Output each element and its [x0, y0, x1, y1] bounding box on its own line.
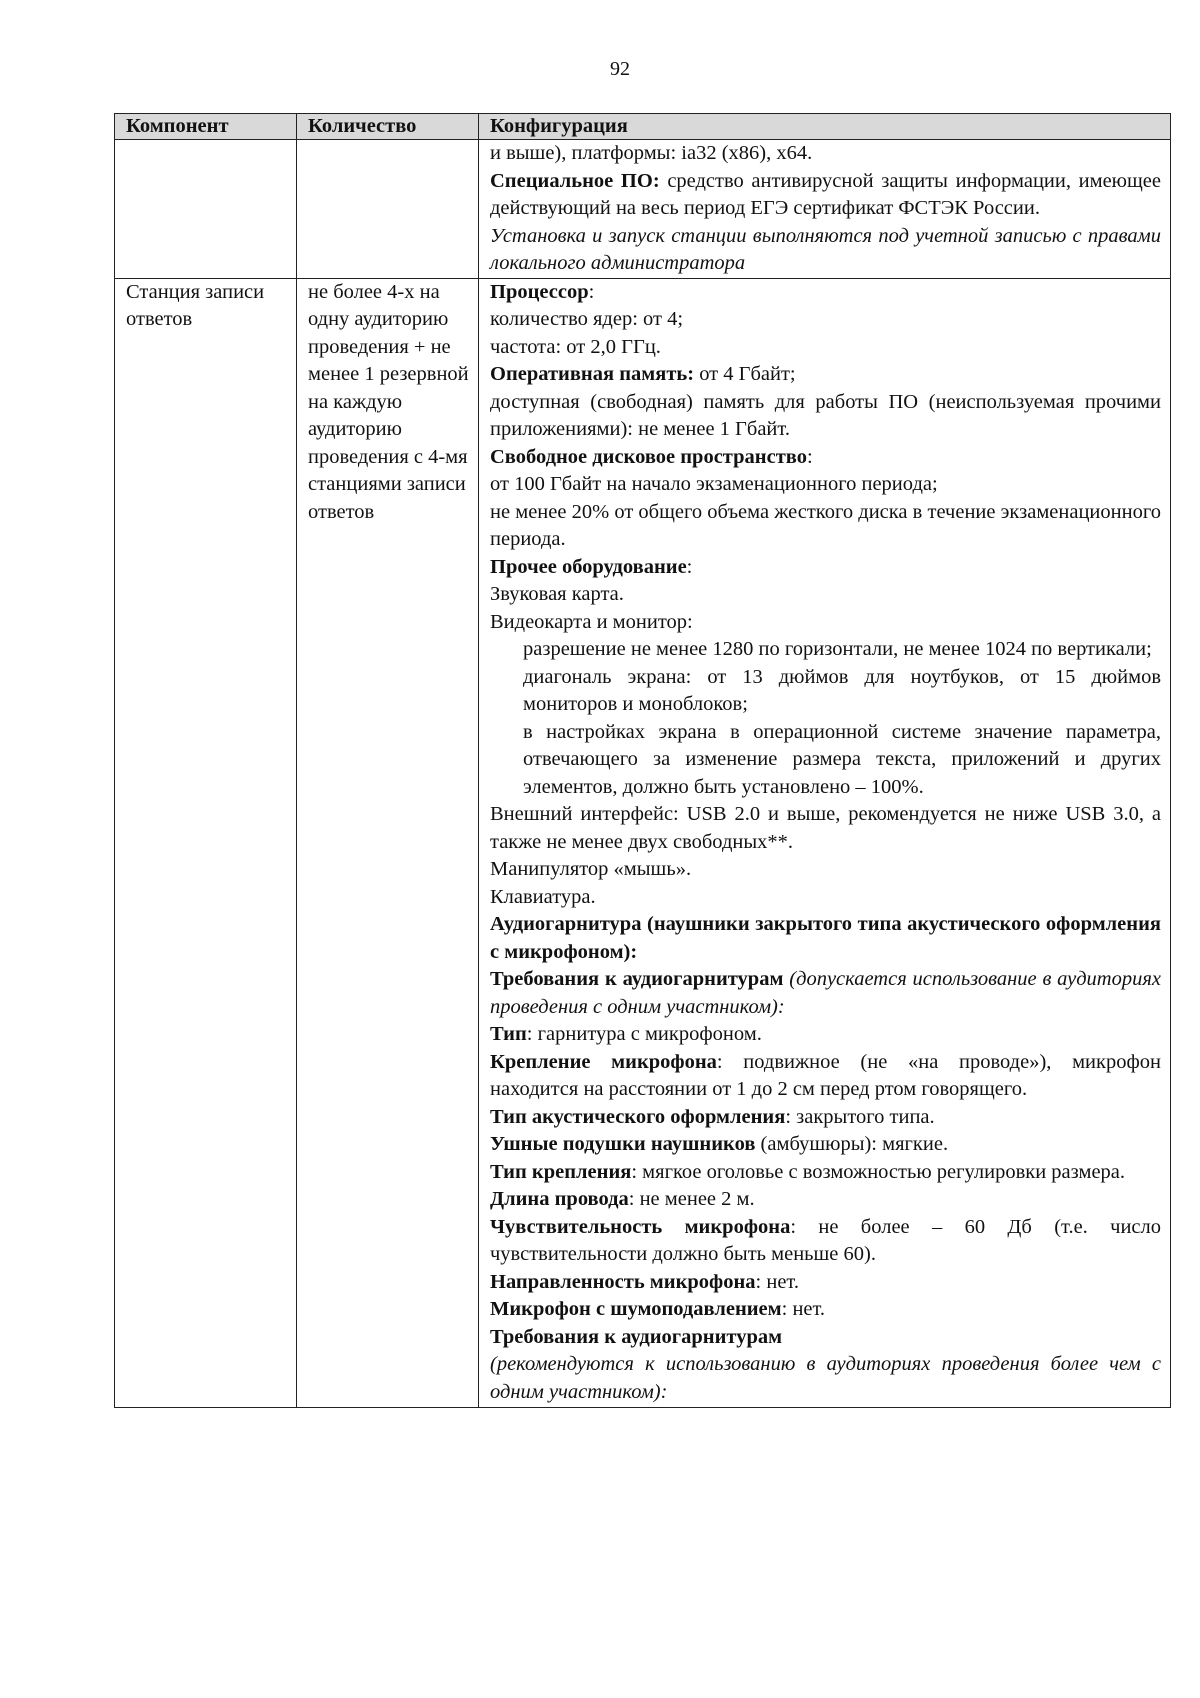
ram-free: доступная (свободная) память для работы ПО (неиспользуемая прочими приложениями): не менее 1 Гбайт.	[490, 390, 1161, 440]
fastening-text: : мягкое оголовье с возможностью регулировки размера.	[631, 1160, 1126, 1183]
sound-card: Звуковая карта.	[490, 583, 624, 605]
cable-line	[490, 1186, 1161, 1214]
disk-start: от 100 Гбайт на начало экзаменационного периода;	[490, 473, 938, 495]
page-number: 92	[610, 58, 630, 80]
cpu-colon: :	[588, 280, 595, 303]
req1-label: Требования к аудиогарнитурам	[490, 968, 784, 990]
disk-heading	[490, 444, 1161, 472]
direction-label: Направленность микрофона	[490, 1270, 756, 1293]
ram-text: от 4 Гбайт;	[694, 363, 796, 385]
cpu-heading	[490, 279, 1161, 307]
acoustic-line	[490, 1104, 1161, 1132]
type-label: Тип	[490, 1023, 527, 1045]
direction-line	[490, 1269, 1161, 1297]
noise-label: Микрофон с шумоподавлением	[490, 1298, 782, 1320]
sensitivity-text: : не более – 60 Дб (т.е. число чувствительности должно быть меньше 60).	[490, 1215, 1161, 1265]
pads-label: Ушные подушки наушников	[490, 1133, 756, 1155]
special-text: средство антивирусной защиты информации, имеющее действующий на весь период ЕГЭ сертификат ФСТЭК России.	[490, 169, 1161, 219]
noise-text: : нет.	[781, 1298, 826, 1320]
special-software	[490, 168, 1161, 223]
header-component: Компонент	[115, 114, 297, 140]
type-line	[490, 1021, 1161, 1049]
sensitivity-line	[490, 1214, 1161, 1269]
special-label: Специальное ПО:	[490, 169, 660, 192]
other-colon: :	[686, 555, 693, 578]
video-resolution: разрешение не менее 1280 по горизонтали, не менее 1024 по вертикали;	[523, 638, 1152, 660]
requirements-table	[114, 113, 1171, 1408]
headset-requirements-1	[490, 966, 1161, 1021]
header-configuration: Конфигурация	[479, 114, 1171, 140]
mount-line	[490, 1049, 1161, 1104]
header-quantity: Количество	[297, 114, 479, 140]
other-label: Прочее оборудование	[490, 555, 687, 578]
disk-label: Свободное дисковое пространство	[490, 445, 807, 468]
cpu-label: Процессор	[490, 280, 589, 303]
headset-requirements-2: Требования к аудиогарнитурам	[490, 1325, 783, 1348]
mount-text: : подвижное (не «на проводе»), микрофон находится на расстоянии от 1 до 2 см перед ртом говорящего.	[490, 1050, 1161, 1100]
mouse-line: Манипулятор «мышь».	[490, 858, 692, 880]
fastening-label: Тип крепления	[490, 1160, 632, 1183]
sensitivity-label: Чувствительность микрофона	[490, 1215, 791, 1238]
headset-title: Аудиогарнитура (наушники закрытого типа акустического оформления с микрофоном):	[490, 913, 1161, 963]
table-header-row	[115, 114, 1171, 140]
pads-text: (амбушюры): мягкие.	[755, 1133, 949, 1155]
video-scale: в настройках экрана в операционной системе значение параметра, отвечающего за изменение размера текста, приложений и других элементов, должно быть установлено – 100%.	[523, 720, 1161, 798]
row2-quantity: не более 4-х на одну аудиторию проведения + не менее 1 резервной на каждую аудиторию проведения с 4-мя станциями записи ответов	[297, 278, 479, 1408]
req2-note: (рекомендуются к использованию в аудиториях проведения более чем с одним участником):	[490, 1353, 1161, 1403]
acoustic-label: Тип акустического оформления	[490, 1105, 786, 1128]
cable-label: Длина провода	[490, 1188, 629, 1210]
cpu-cores: количество ядер: от 4;	[490, 308, 684, 330]
row2-component: Станция записи ответов	[115, 278, 297, 1408]
cable-text: : не менее 2 м.	[628, 1188, 755, 1210]
table-row	[115, 140, 1171, 279]
platforms-line: и выше), платформы: ia32 (x86), x64.	[490, 142, 813, 164]
row1-component	[115, 140, 297, 279]
direction-text: : нет.	[755, 1270, 799, 1293]
req1-note: (допускается использование в аудиториях проведения с одним участником):	[490, 968, 1161, 1018]
usb-line: Внешний интерфейс: USB 2.0 и выше, рекомендуется не ниже USB 3.0, а также не менее двух свободных**.	[490, 803, 1161, 853]
row1-quantity	[297, 140, 479, 279]
ram-line	[490, 361, 1161, 389]
other-heading	[490, 554, 1161, 582]
noise-line	[490, 1296, 1161, 1324]
type-text: : гарнитура с микрофоном.	[526, 1023, 762, 1045]
mount-label: Крепление микрофона	[490, 1050, 717, 1073]
disk-during: не менее 20% от общего объема жесткого диска в течение экзаменационного периода.	[490, 500, 1161, 550]
fastening-line	[490, 1159, 1161, 1187]
ram-label: Оперативная память:	[490, 363, 695, 385]
cpu-frequency: частота: от 2,0 ГГц.	[490, 335, 661, 358]
video-heading: Видеокарта и монитор:	[490, 610, 693, 633]
disk-colon: :	[806, 445, 813, 468]
row2-configuration	[479, 278, 1171, 1408]
table-row	[115, 278, 1171, 1408]
keyboard-line: Клавиатура.	[490, 885, 596, 908]
row1-configuration	[479, 140, 1171, 279]
pads-line	[490, 1131, 1161, 1159]
acoustic-text: : закрытого типа.	[785, 1105, 935, 1128]
install-note: Установка и запуск станции выполняются под учетной записью с правами локального администратора	[490, 224, 1161, 274]
video-diagonal: диагональ экрана: от 13 дюймов для ноутбуков, от 15 дюймов мониторов и моноблоков;	[523, 665, 1161, 715]
